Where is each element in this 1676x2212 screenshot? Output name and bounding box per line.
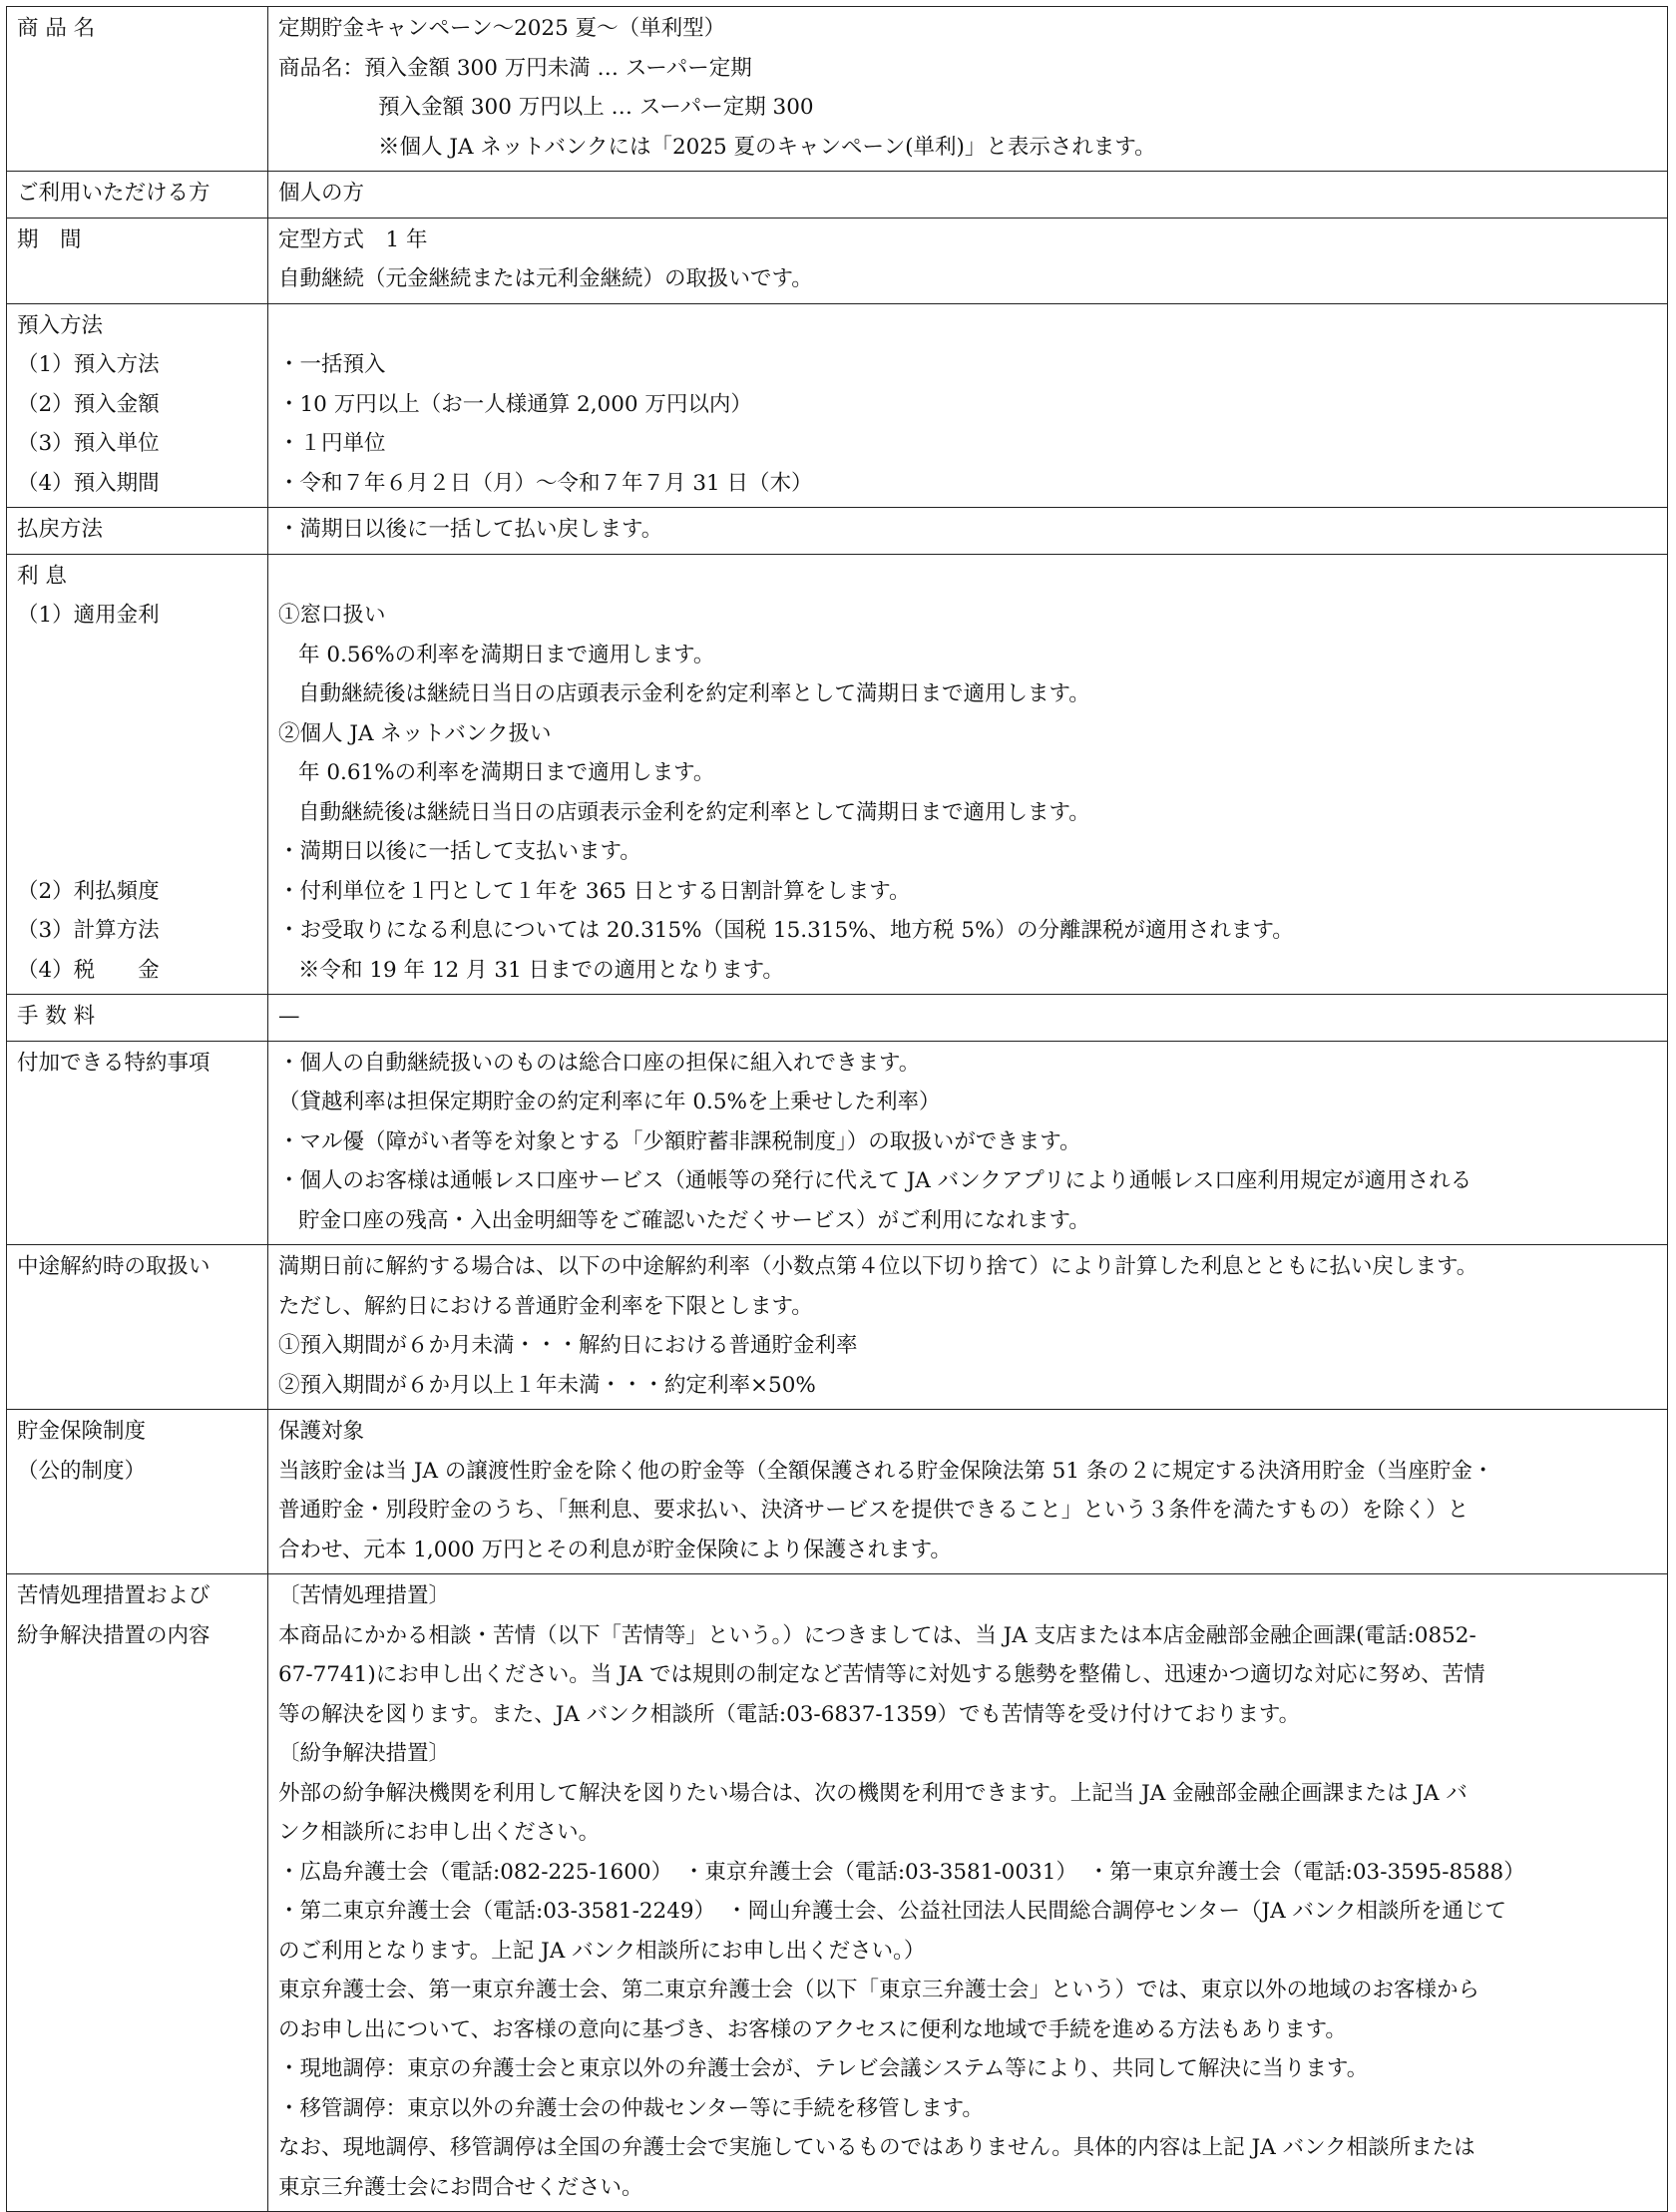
sub-label: （2）利払頻度 [17,878,160,904]
label-interest: 利 息 [17,563,67,589]
interest-line: 自動継続後は継続日当日の店頭表示金利を約定利率として満期日まで適用します。 [298,799,1090,825]
special-line: ・個人のお客様は通帳レス口座サービス（通帳等の発行に代えて JA バンクアプリにより通帳レス口座利用規定が適用される [278,1168,1472,1193]
interest-frequency: ・満期日以後に一括して支払います。 [278,839,641,864]
product-name-line: 預入金額 300 万円以上 … スーパー定期 300 [378,95,814,120]
product-name-line: 商品名：預入金額 300 万円未満 … スーパー定期 [278,55,752,81]
label-deposit-insurance-sub: （公的制度） [17,1458,147,1484]
product-name-note: ※個人 JA ネットバンクには「2025 夏のキャンペーン(単利)」と表示されます。 [378,134,1156,160]
label-refund-method: 払戻方法 [17,517,104,542]
label-special-terms: 付加できる特約事項 [17,1050,210,1076]
label-product-name: 商 品 名 [17,16,96,41]
sub-label: （3）計算方法 [17,918,160,943]
interest-calculation: ・付利単位を１円として１年を 365 日とする日割計算をします。 [278,878,911,904]
complaint-line: 等の解決を図ります。また、JA バンク相談所（電話:03-6837-1359）でも苦情等を受け付けております。 [278,1701,1301,1727]
refund-value: ・満期日以後に一括して払い戻します。 [278,517,663,542]
product-name-line: 定期貯金キャンペーン〜2025 夏〜（単利型） [278,16,726,41]
term-line: 定型方式 1 年 [278,226,428,252]
cancel-line: ①預入期間が６か月未満・・・解約日における普通貯金利率 [278,1333,858,1358]
deposit-value: ・10 万円以上（お一人様通算 2,000 万円以内） [278,391,752,417]
interest-counter-heading: ①窓口扱い [278,603,386,628]
complaint-heading: 〔苦情処理措置〕 [278,1583,451,1608]
cancel-line: 満期日前に解約する場合は、以下の中途解約利率（小数点第４位以下切り捨て）により計算した利息とともに払い戻します。 [278,1254,1478,1279]
row-early-cancellation [7,1245,1668,1410]
interest-line: 年 0.61%の利率を満期日まで適用します。 [298,760,715,785]
complaint-line: のお申し出について、お客様の意向に基づき、お客様のアクセスに便利な地域で手続を進める方法もあります。 [278,2016,1347,2042]
complaint-line: なお、現地調停、移管調停は全国の弁護士会で実施しているものではありません。具体的内容は上記 JA バンク相談所または [278,2135,1475,2160]
deposit-value: ・１円単位 [278,431,386,456]
row-product-name [7,7,1668,172]
row-interest [7,554,1668,995]
special-line: 貯金口座の残高・入出金明細等をご確認いただくサービス）がご利用になれます。 [298,1207,1090,1233]
complaint-line: 本商品にかかる相談・苦情（以下「苦情等」という。）につきましては、当 JA 支店または本店金融部金融企画課(電話:0852- [278,1622,1476,1648]
complaint-line: 東京弁護士会、第一東京弁護士会、第二東京弁護士会（以下「東京三弁護士会」という）では、東京以外の地域のお客様から [278,1978,1480,2002]
insurance-line: 合わせ、元本 1,000 万円とその利息が貯金保険により保護されます。 [278,1537,952,1562]
complaint-line: 67-7741)にお申し出ください。当 JA では規則の制定など苦情等に対処する態勢を整備し、迅速かつ適切な対応に努め、苦情 [278,1662,1485,1687]
sub-label: （4）預入期間 [17,470,160,496]
product-summary-table [6,6,1668,2212]
label-eligibility: ご利用いただける方 [17,181,210,206]
special-line: （貸越利率は担保定期貯金の約定利率に年 0.5%を上乗せした利率） [278,1090,941,1114]
deposit-value: ・一括預入 [278,352,386,377]
insurance-line: 当該貯金は当 JA の譲渡性貯金を除く他の貯金等（全額保護される貯金保険法第 51 条の２に規定する決済用貯金（当座貯金・ [278,1458,1494,1484]
complaint-line: 東京三弁護士会にお問合せください。 [278,2174,643,2200]
interest-tax-note: ※令和 19 年 12 月 31 日までの適用となります。 [298,957,784,983]
fee-value: — [278,1004,300,1029]
label-complaint-handling-sub: 紛争解決措置の内容 [17,1622,210,1648]
sub-label: （4）税 金 [17,957,160,983]
sub-label: （1）適用金利 [17,603,160,628]
sub-label: （1）預入方法 [17,352,160,377]
insurance-line: 普通貯金・別段貯金のうち、「無利息、要求払い、決済サービスを提供できること」という３条件を満たすもの）を除く）と [278,1498,1469,1523]
label-complaint-handling: 苦情処理措置および [17,1583,210,1608]
complaint-line: ・第二東京弁護士会（電話:03-3581-2249） ・岡山弁護士会、公益社団法人民間総合調停センター（JA バンク相談所を通じて [278,1899,1507,1924]
sub-label: （3）預入単位 [17,431,160,456]
row-refund-method [7,508,1668,555]
cancel-line: ただし、解約日における普通貯金利率を下限とします。 [278,1293,813,1319]
label-fee: 手 数 料 [17,1004,96,1029]
term-line: 自動継続（元金継続または元利金継続）の取扱いです。 [278,266,813,291]
complaint-line: のご利用となります。上記 JA バンク相談所にお申し出ください。） [278,1938,926,1964]
insurance-line: 保護対象 [278,1419,365,1444]
label-term: 期 間 [17,226,82,252]
eligibility-value: 個人の方 [278,181,365,206]
complaint-line: ・現地調停：東京の弁護士会と東京以外の弁護士会が、テレビ会議システム等により、共同して解決に当ります。 [278,2056,1369,2081]
row-fee [7,995,1668,1042]
row-eligibility [7,172,1668,219]
interest-tax: ・お受取りになる利息については 20.315%（国税 15.315%、地方税 5%）の分離課税が適用されます。 [278,918,1294,943]
deposit-value: ・令和７年６月２日（月）〜令和７年７月 31 日（木） [278,470,813,496]
row-deposit-method [7,303,1668,508]
row-deposit-insurance [7,1410,1668,1574]
row-complaint-handling [7,1574,1668,2212]
complaint-line: ・移管調停：東京以外の弁護士会の仲裁センター等に手続を移管します。 [278,2095,984,2121]
interest-line: 自動継続後は継続日当日の店頭表示金利を約定利率として満期日まで適用します。 [298,681,1090,706]
sub-label: （2）預入金額 [17,391,160,417]
row-special-terms [7,1041,1668,1245]
row-term [7,218,1668,303]
dispute-heading: 〔紛争解決措置〕 [278,1741,451,1766]
label-deposit-method: 預入方法 [17,312,104,338]
cancel-line: ②預入期間が６か月以上１年未満・・・約定利率×50% [278,1372,816,1398]
complaint-line: ンク相談所にお申し出ください。 [278,1820,601,1845]
special-line: ・マル優（障がい者等を対象とする「少額貯蓄非課税制度」）の取扱いができます。 [278,1128,1081,1154]
label-early-cancellation: 中途解約時の取扱い [17,1254,210,1279]
complaint-line: 外部の紛争解決機関を利用して解決を図りたい場合は、次の機関を利用できます。上記当 JA 金融部金融企画課または JA バ [278,1780,1467,1806]
complaint-line: ・広島弁護士会（電話:082-225-1600） ・東京弁護士会（電話:03-3581-0031） ・第一東京弁護士会（電話:03-3595-8588） [278,1859,1525,1885]
interest-netbank-heading: ②個人 JA ネットバンク扱い [278,720,552,746]
label-deposit-insurance: 貯金保険制度 [17,1419,147,1444]
special-line: ・個人の自動継続扱いのものは総合口座の担保に組入れできます。 [278,1050,921,1076]
interest-line: 年 0.56%の利率を満期日まで適用します。 [298,642,715,667]
